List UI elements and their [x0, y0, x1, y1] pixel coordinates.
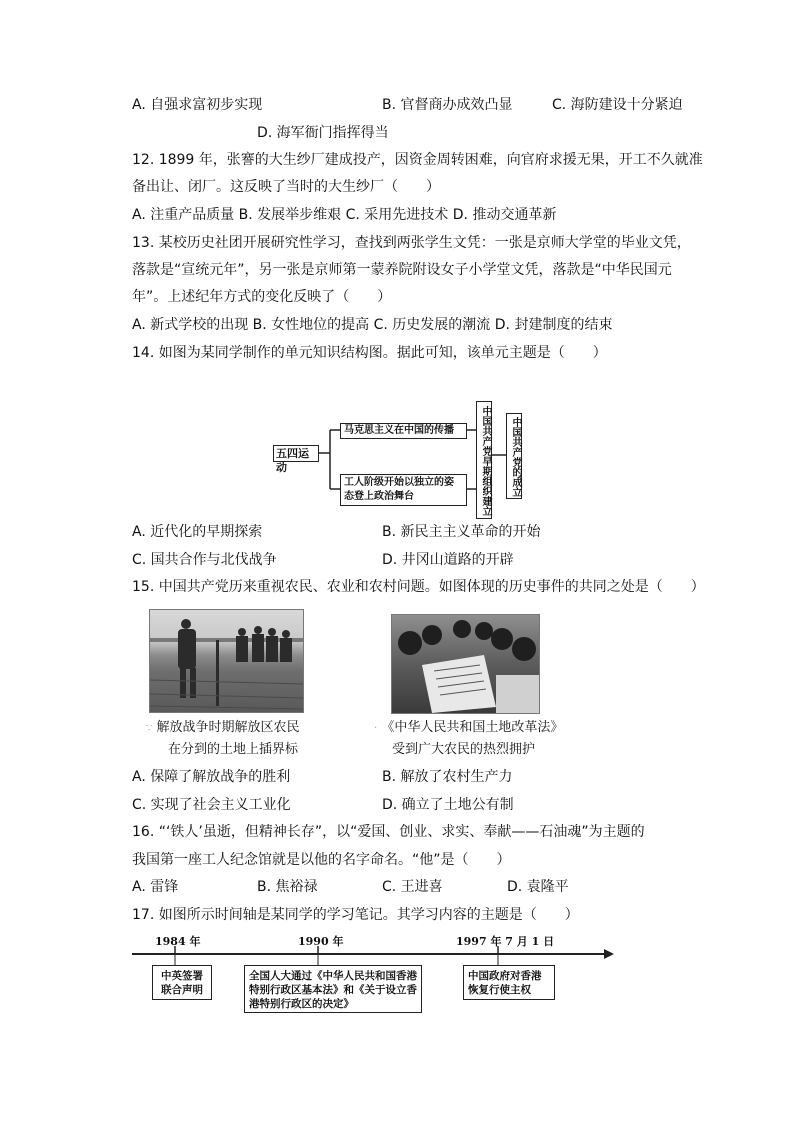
timeline-event-basic-law: 全国人大通过《中华人民共和国香港特别行政区基本法》和《关于设立香港特别行政区的决定》	[244, 965, 422, 1013]
q14-option-a: A. 近代化的早期探索	[132, 524, 263, 540]
diagram-branch-working-class: 工人阶级开始以独立的姿态登上政治舞台	[340, 474, 467, 506]
q15-option-d: D. 确立了土地公有制	[382, 797, 514, 813]
knowledge-structure-diagram	[270, 395, 530, 525]
photo-crowd-with-document	[392, 615, 539, 713]
q15-option-b: B. 解放了农村生产力	[382, 769, 513, 785]
photo2-caption-line2: 受到广大农民的热烈拥护	[392, 742, 536, 757]
diagram-branch-marxism: 马克思主义在中国的传播	[340, 423, 467, 439]
photo-land-reform-law	[391, 614, 540, 714]
q14-option-b: B. 新民主主义革命的开始	[382, 524, 541, 540]
q17-stem: 17. 如图所示时间轴是某同学的学习笔记。其学习内容的主题是（ ）	[132, 907, 579, 923]
photo2-caption-line1-text: 《中华人民共和国土地改革法》	[381, 720, 564, 735]
caption-bullet-icon: ·	[374, 723, 378, 734]
q14-option-c: C. 国共合作与北伐战争	[132, 552, 277, 568]
timeline-arrow-icon	[604, 949, 614, 959]
caption-bullet-icon: ∵	[146, 723, 153, 734]
photo1-caption-line1	[146, 717, 300, 740]
q11-option-d: D. 海军衙门指挥得当	[257, 125, 389, 141]
photo2-caption-line1	[374, 717, 563, 740]
timeline-event-handover: 中国政府对香港恢复行使主权	[463, 965, 555, 1000]
q12-stem-line1: 12. 1899 年，张謇的大生纱厂建成投产，因资金周转困难，向官府求援无果，开工不久就准	[132, 152, 703, 168]
q14-stem: 14. 如图为某同学制作的单元知识结构图。据此可知，该单元主题是（ ）	[132, 345, 607, 361]
diagram-early-party-organizations: 中国共产党早期组织建立	[476, 401, 492, 519]
q16-option-d: D. 袁隆平	[507, 879, 569, 895]
q15-option-a: A. 保障了解放战争的胜利	[132, 769, 291, 785]
q15-option-c: C. 实现了社会主义工业化	[132, 797, 291, 813]
q11-option-c: C. 海防建设十分紧迫	[552, 97, 683, 113]
q11-option-b: B. 官督商办成效凸显	[382, 97, 513, 113]
timeline-year-1990: 1990 年	[298, 935, 344, 948]
q15-stem: 15. 中国共产党历来重视农民、农业和农村问题。如图体现的历史事件的共同之处是（ ）	[132, 579, 705, 595]
q13-stem-line3: 年”。上述纪年方式的变化反映了（ ）	[132, 289, 392, 305]
q12-stem-line2: 备出让、闭厂。这反映了当时的大生纱厂（ ）	[132, 179, 440, 195]
photo-farmers-marking-land	[149, 609, 304, 713]
q16-stem-line1: 16. “‘铁人’虽逝，但精神长存”，以“爱国、创业、求实、奉献——石油魂”为主题的	[132, 824, 645, 840]
diagram-party-founding: 中国共产党的成立	[506, 413, 522, 499]
q13-stem-line1: 13. 某校历史社团开展研究性学习，查找到两张学生文凭：一张是京师大学堂的毕业文凭，	[132, 235, 691, 251]
photo1-caption-line1-text: 解放战争时期解放区农民	[156, 720, 300, 735]
q16-option-c: C. 王进喜	[382, 879, 443, 895]
q13-stem-line2: 落款是“宣统元年”，另一张是京师第一蒙养院附设女子小学堂文凭，落款是“中华民国元	[132, 262, 672, 278]
q14-option-d: D. 井冈山道路的开辟	[382, 552, 514, 568]
photo-farmers-figures	[150, 610, 303, 712]
timeline-year-1997: 1997 年 7 月 1 日	[456, 935, 555, 948]
q11-option-a: A. 自强求富初步实现	[132, 97, 263, 113]
q16-option-a: A. 雷锋	[132, 879, 179, 895]
q12-options: A. 注重产品质量 B. 发展举步维艰 C. 采用先进技术 D. 推动交通革新	[132, 207, 557, 223]
timeline-event-joint-declaration: 中英签署联合声明	[152, 965, 212, 1000]
q16-stem-line2: 我国第一座工人纪念馆就是以他的名字命名。“他”是（ ）	[132, 852, 511, 868]
q13-options: A. 新式学校的出现 B. 女性地位的提高 C. 历史发展的潮流 D. 封建制度的结束	[132, 317, 613, 333]
hong-kong-timeline	[130, 928, 620, 1013]
timeline-year-1984: 1984 年	[155, 935, 201, 948]
diagram-root-may-fourth: 五四运动	[273, 445, 319, 462]
q16-option-b: B. 焦裕禄	[257, 879, 318, 895]
photo1-caption-line2: 在分到的土地上插界标	[168, 742, 299, 757]
